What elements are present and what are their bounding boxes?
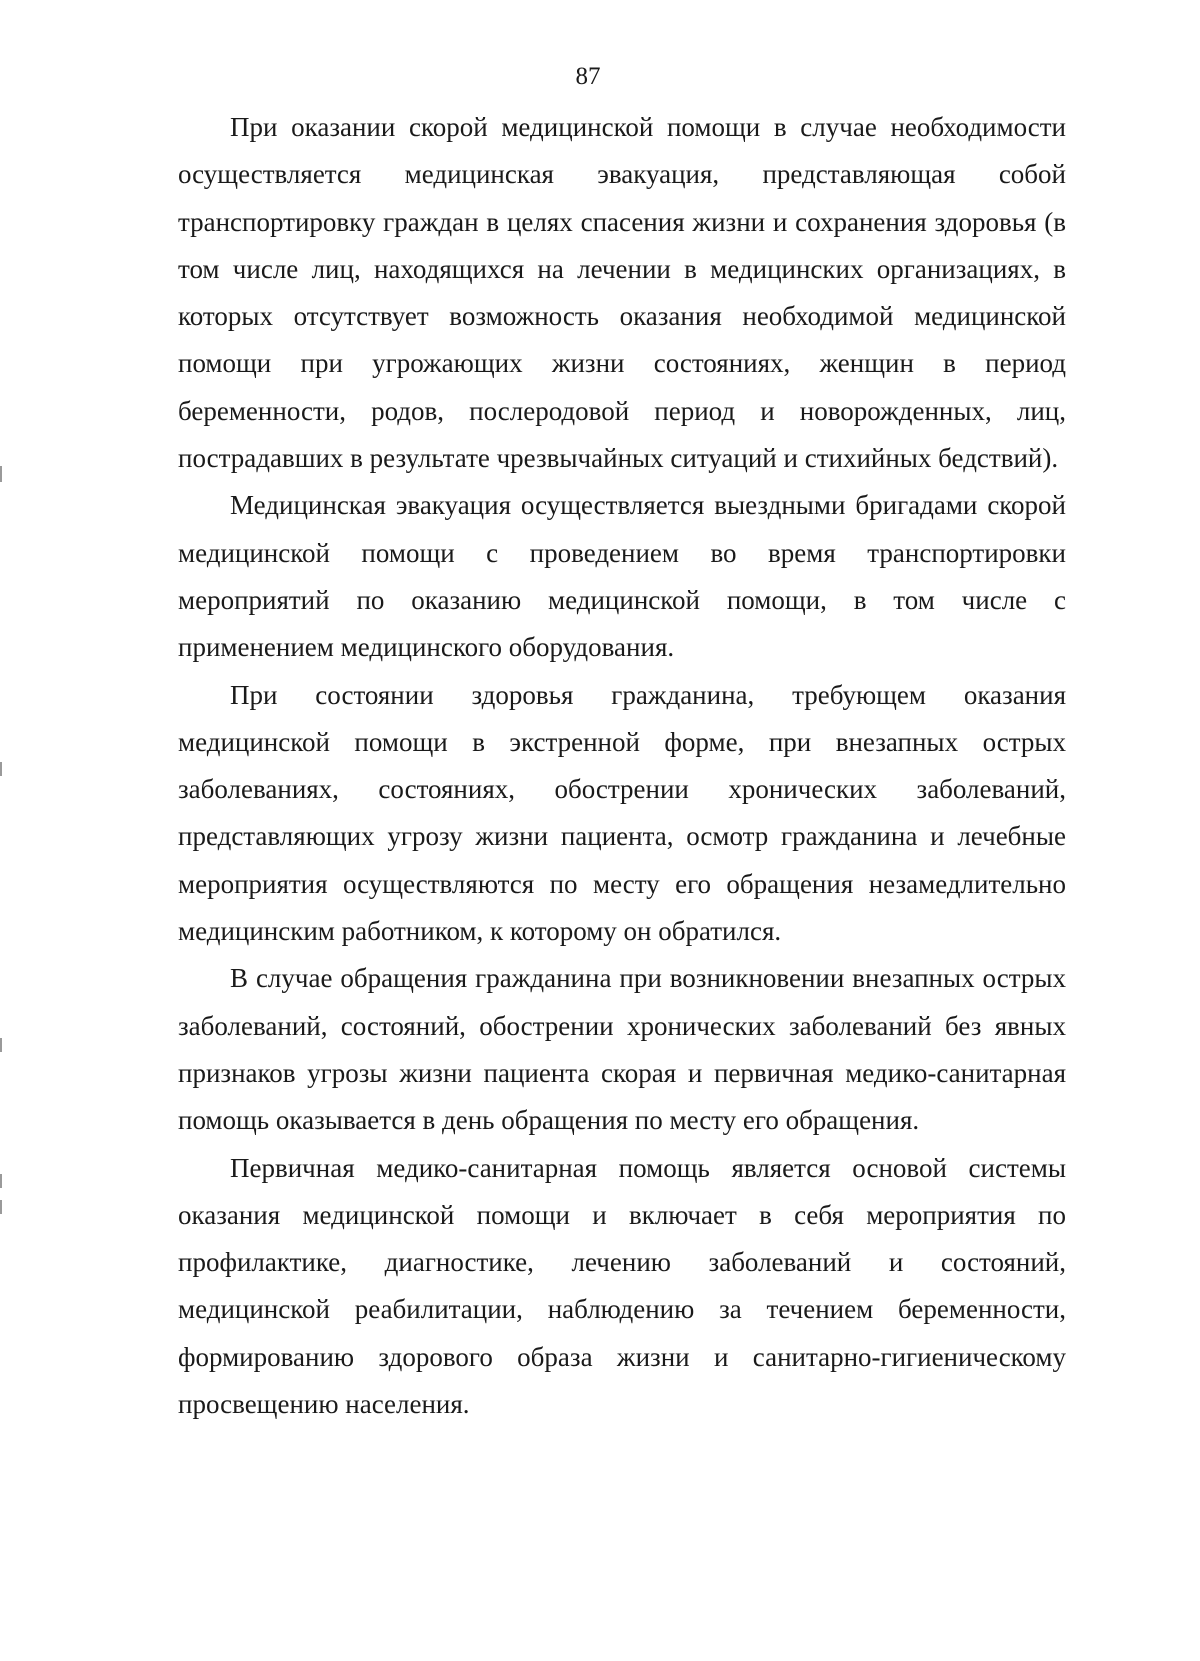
scan-edge-mark xyxy=(0,762,2,776)
page-number: 87 xyxy=(575,63,601,90)
scan-edge-mark xyxy=(0,1200,2,1214)
paragraph-primary-care: Первичная медико-санитарная помощь является основой системы оказания медицинской помощи и включает в себя мероприятия по профилактике, диагностике, лечению заболеваний и состояний, медицинской реабилитации, наблюдению за течением беременности, формированию здорового образа жизни и санитарно-гигиеническому просвещению населения. xyxy=(178,1152,1066,1420)
paragraph-medical-evacuation: При оказании скорой медицинской помощи в случае необходимости осуществляется медицинская эвакуация, представляющая собой транспортировку граждан в целях спасения жизни и сохранения здоровья (в том числе лиц, находящихся на лечении в медицинских организациях, в которых отсутствует возможность оказания необходимой медицинской помощи при угрожающих жизни состояниях, женщин в период беременности, родов, послеродовой период и новорожденных, лиц, пострадавших в результате чрезвычайных ситуаций и стихийных бедствий). xyxy=(178,112,1066,474)
scan-edge-mark xyxy=(0,466,2,482)
scan-edge-mark xyxy=(0,1038,2,1052)
scan-edge-mark xyxy=(0,1174,2,1188)
paragraph-evacuation-teams: Медицинская эвакуация осуществляется выездными бригадами скорой медицинской помощи с проведением во время транспортировки мероприятий по оказанию медицинской помощи, в том числе с применением медицинского оборудования. xyxy=(178,490,1066,663)
document-body xyxy=(178,104,1066,1428)
paragraph-no-threat-cases: В случае обращения гражданина при возникновении внезапных острых заболеваний, состояний, обострении хронических заболеваний без явных признаков угрозы жизни пациента скорая и первичная медико-санитарная помощь оказывается в день обращения по месту его обращения. xyxy=(178,963,1066,1136)
paragraph-emergency-form: При состоянии здоровья гражданина, требующем оказания медицинской помощи в экстренной форме, при внезапных острых заболеваниях, состояниях, обострении хронических заболеваний, представляющих угрозу жизни пациента, осмотр гражданина и лечебные мероприятия осуществляются по месту его обращения незамедлительно медицинским работником, к которому он обратился. xyxy=(178,679,1066,947)
